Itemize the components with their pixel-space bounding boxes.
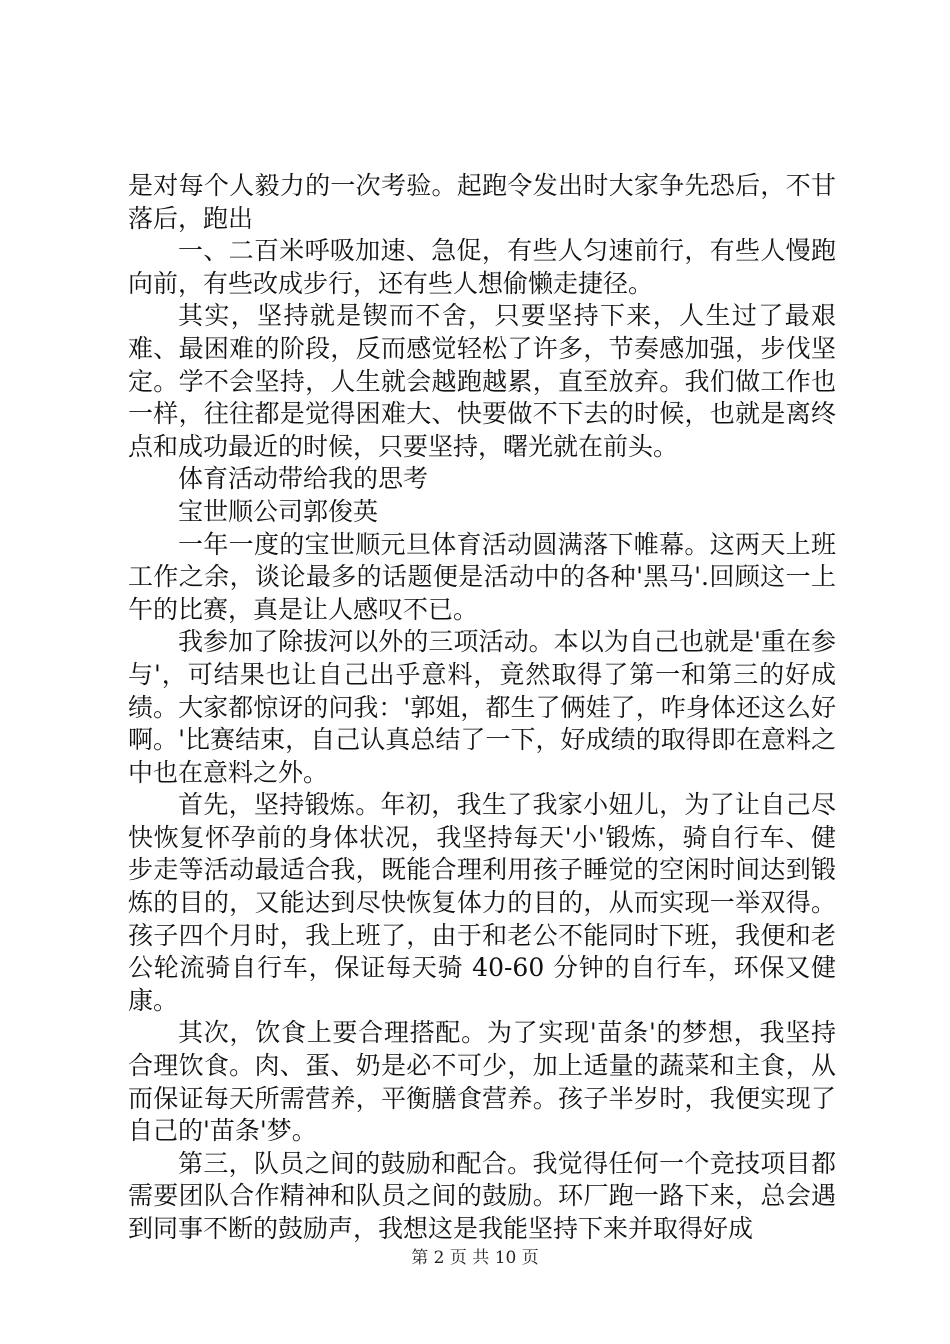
paragraph: 首先，坚持锻炼。年初，我生了我家小妞儿，为了让自己尽快恢复怀孕前的身体状况，我坚持每天'小'锻炼，骑自行车、健步走等活动最适合我，既能合理利用孩子睡觉的空闲时间达到锻炼的目的，又能达到尽快恢复体力的目的，从而实现一举双得。孩子四个月时，我上班了，由于和老公不能同时下班，我便和老公轮流骑自行车，保证每天骑 40-60 分钟的自行车，环保又健康。	[128, 790, 836, 1015]
paragraph: 第三，队员之间的鼓励和配合。我觉得任何一个竞技项目都需要团队合作精神和队员之间的鼓励。环厂跑一路下来，总会遇到同事不断的鼓励声，我想这是我能坚持下来并取得好成	[128, 1148, 836, 1243]
paragraph: 我参加了除拔河以外的三项活动。本以为自己也就是'重在参与'，可结果也让自己出乎意料，竟然取得了第一和第三的好成绩。大家都惊讶的问我：'郭姐，都生了俩娃了，咋身体还这么好啊。'比赛结束，自己认真总结了一下，好成绩的取得即在意料之中也在意料之外。	[128, 627, 836, 787]
paragraph: 是对每个人毅力的一次考验。起跑令发出时大家争先恐后，不甘落后，跑出	[128, 171, 836, 233]
paragraph: 一年一度的宝世顺元旦体育活动圆满落下帷幕。这两天上班工作之余，谈论最多的话题便是活动中的各种'黑马'.回顾这一上午的比赛，真是让人感叹不已。	[128, 529, 836, 624]
document-body	[128, 170, 836, 1246]
article-title: 体育活动带给我的思考	[178, 464, 429, 494]
paragraph: 其实，坚持就是锲而不舍，只要坚持下来，人生过了最艰难、最困难的阶段，反而感觉轻松了许多，节奏感加强，步伐坚定。学不会坚持，人生就会越跑越累，直至放弃。我们做工作也一样，往往都是觉得困难大、快要做不下去的时候，也就是离终点和成功最近的时候，只要坚持，曙光就在前头。	[128, 301, 836, 461]
article-author: 宝世顺公司郭俊英	[178, 496, 379, 526]
paragraph: 其次，饮食上要合理搭配。为了实现'苗条'的梦想，我坚持合理饮食。肉、蛋、奶是必不可少，加上适量的蔬菜和主食，从而保证每天所需营养，平衡膳食营养。孩子半岁时，我便实现了自己的'苗条'梦。	[128, 1018, 836, 1146]
paragraph: 一、二百米呼吸加速、急促，有些人匀速前行，有些人慢跑向前，有些改成步行，还有些人想偷懒走捷径。	[128, 236, 836, 298]
page-number-footer: 第 2 页 共 10 页	[411, 1248, 539, 1268]
